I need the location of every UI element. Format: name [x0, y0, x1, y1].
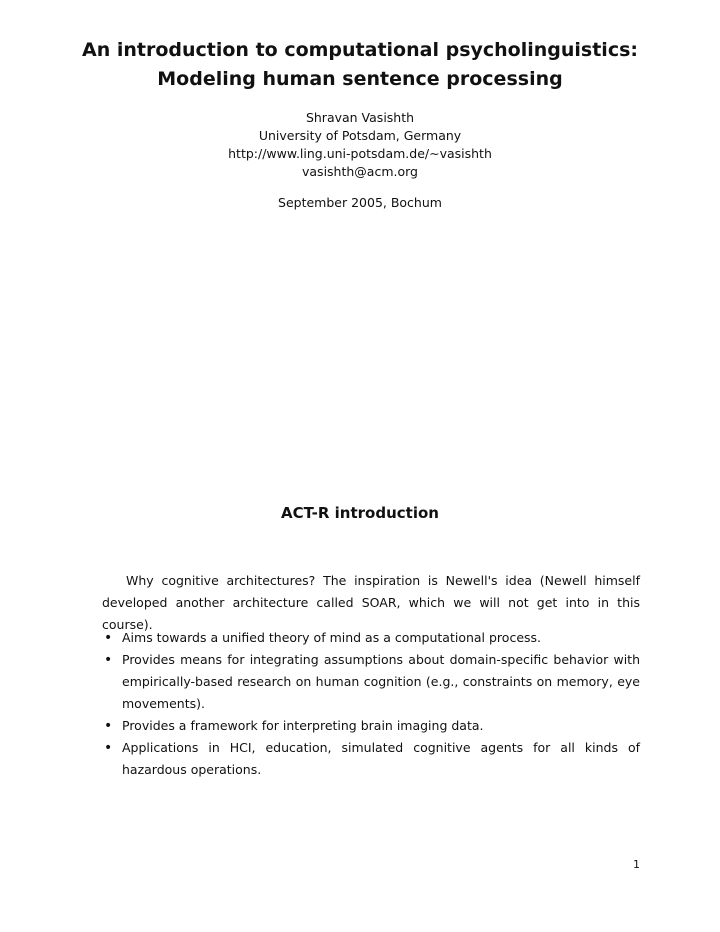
list-item	[102, 715, 640, 737]
author-name: Shravan Vasishth	[305, 110, 415, 125]
list-item-text: Aims towards a unified theory of mind as a computational process.	[122, 630, 542, 645]
section-heading: ACT-R introduction	[281, 504, 439, 522]
bullet-icon: •	[104, 718, 113, 734]
bullet-icon: •	[104, 740, 113, 756]
author-url: http://www.ling.uni-potsdam.de/∼vasishth	[228, 146, 492, 161]
list-item	[102, 737, 640, 781]
bullet-icon: •	[104, 652, 113, 668]
author-affiliation: University of Potsdam, Germany	[258, 128, 462, 143]
list-item-text: Provides a framework for interpreting brain imaging data.	[122, 718, 484, 733]
title-line-2: Modeling human sentence processing	[157, 68, 563, 90]
list-item-text: Provides means for integrating assumptions about domain-specific behavior with empirically-based research on human cognition (e.g., constraints on memory, eye movements).	[122, 652, 640, 711]
list-item	[102, 649, 640, 715]
page-number: 1	[633, 858, 640, 871]
list-item	[102, 627, 640, 649]
list-item-text: Applications in HCI, education, simulated cognitive agents for all kinds of hazardous operations.	[122, 740, 640, 777]
bullet-list	[102, 627, 640, 781]
author-email: vasishth@acm.org	[302, 164, 418, 179]
date-place: September 2005, Bochum	[278, 195, 442, 210]
bullet-icon: •	[104, 630, 113, 646]
title-line-1: An introduction to computational psycholinguistics:	[82, 39, 638, 61]
intro-paragraph: Why cognitive architectures? The inspiration is Newell's idea (Newell himself developed another architecture called SOAR, which we will not get into in this course).	[102, 573, 640, 632]
